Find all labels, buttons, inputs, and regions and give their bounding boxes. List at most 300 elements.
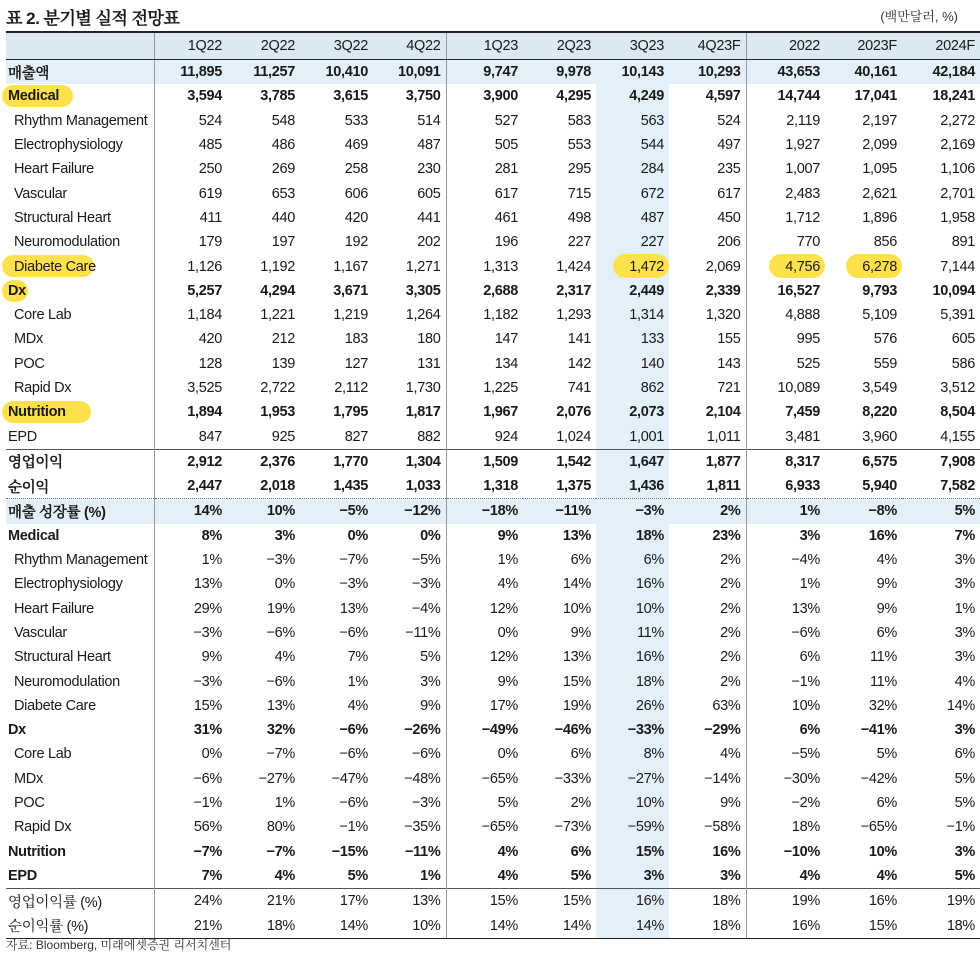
table-cell: 1,314 — [596, 303, 669, 327]
table-cell: 15% — [562, 673, 591, 690]
table-cell: 5% — [954, 795, 975, 812]
table-cell: 4% — [954, 673, 975, 690]
table-cell: 18% — [669, 913, 746, 938]
table-cell: −15% — [331, 843, 368, 860]
table-cell: 128 — [154, 352, 227, 376]
table-cell: 8,504 — [940, 404, 975, 421]
table-cell: 8% — [596, 742, 669, 766]
table-cell: 202 — [417, 234, 441, 251]
table-cell: 1,221 — [260, 307, 295, 324]
table-cell: 9% — [876, 576, 897, 593]
table-cell: 3% — [954, 624, 975, 641]
table-cell: 1,811 — [706, 478, 741, 495]
table-cell: −6% — [339, 722, 368, 739]
table-cell: −1% — [339, 819, 368, 836]
table-cell: 548 — [271, 112, 295, 129]
table-cell: 586 — [951, 355, 975, 372]
table-cell: 9% — [720, 795, 741, 812]
table-row — [6, 84, 980, 108]
table-cell: 258 — [344, 161, 368, 178]
table-cell: 4% — [876, 867, 897, 884]
row-label: Diabete Care — [14, 697, 96, 714]
table-cell: 672 — [596, 181, 669, 205]
table-cell: 1,509 — [446, 449, 523, 474]
table-cell: 1,264 — [405, 307, 441, 324]
table-cell: 1,106 — [940, 161, 975, 178]
table-cell: 9% — [446, 669, 523, 693]
column-header: 2Q22 — [227, 32, 300, 60]
table-cell: 617 — [446, 181, 523, 205]
table-cell: −4% — [411, 600, 441, 617]
table-cell: 0% — [446, 742, 523, 766]
table-cell: 6% — [876, 624, 897, 641]
table-cell: 11% — [869, 649, 897, 666]
table-cell: 14% — [446, 913, 523, 938]
table-title: 표 2. 분기별 실적 전망표 — [6, 9, 180, 28]
table-cell: 2,449 — [596, 279, 669, 303]
table-row — [6, 548, 980, 572]
table-cell: 1,896 — [862, 209, 897, 226]
table-cell: 4,888 — [746, 303, 825, 327]
table-cell: 13% — [746, 597, 825, 621]
table-cell: 847 — [154, 424, 227, 449]
table-row — [6, 742, 980, 766]
table-cell: 2,722 — [260, 380, 295, 396]
table-container — [6, 31, 975, 939]
table-cell: 16% — [596, 889, 669, 914]
table-cell: 143 — [717, 355, 741, 372]
table-cell: 9% — [570, 624, 591, 641]
table-cell: 15% — [154, 694, 227, 718]
table-cell: 2,197 — [862, 112, 897, 129]
row-label: 매출액 — [6, 60, 154, 85]
table-cell: 505 — [446, 133, 523, 157]
table-cell: 3,785 — [260, 88, 295, 105]
table-row — [6, 864, 980, 889]
row-label: Core Lab — [14, 307, 72, 324]
table-cell: 14% — [154, 499, 227, 524]
table-cell: 7% — [954, 527, 975, 544]
table-cell: 4% — [274, 867, 295, 884]
table-row — [6, 352, 980, 376]
table-cell: 1,271 — [405, 258, 441, 275]
table-cell: 10% — [868, 843, 897, 860]
table-cell: 7,908 — [902, 449, 980, 474]
table-cell: −3% — [411, 576, 441, 593]
table-cell: −42% — [860, 770, 897, 787]
table-cell: −3% — [411, 795, 441, 812]
table-cell: 7% — [154, 864, 227, 889]
table-cell: 32% — [266, 722, 295, 739]
table-cell: 0% — [274, 576, 295, 593]
table-cell: 3,900 — [446, 84, 523, 108]
table-cell: −47% — [331, 770, 368, 787]
table-cell: 2,104 — [705, 404, 741, 421]
table-cell: 14,744 — [746, 84, 825, 108]
table-cell: −12% — [373, 499, 446, 524]
column-header: 2Q23 — [523, 32, 596, 60]
table-cell: 441 — [417, 209, 441, 226]
table-row — [6, 815, 980, 839]
table-cell: 1,542 — [523, 449, 596, 474]
table-cell: 18% — [596, 524, 669, 548]
table-cell: 2,483 — [746, 181, 825, 205]
table-cell: −59% — [596, 815, 669, 839]
table-cell: 10,091 — [373, 60, 446, 85]
table-cell: 420 — [154, 327, 227, 351]
table-cell: 5% — [954, 770, 975, 787]
table-cell: 497 — [717, 137, 741, 154]
table-cell: 721 — [717, 380, 741, 396]
table-cell: −6% — [154, 767, 227, 791]
table-cell: 6% — [570, 552, 591, 569]
table-row — [6, 499, 980, 524]
table-cell: 4% — [876, 552, 897, 569]
table-cell: 26% — [596, 694, 669, 718]
table-cell: −3% — [154, 669, 227, 693]
table-cell: 183 — [344, 331, 368, 348]
table-cell: 3% — [746, 524, 825, 548]
row-label: Rapid Dx — [14, 819, 72, 836]
table-cell: 559 — [873, 355, 897, 372]
table-cell: 2% — [720, 552, 741, 569]
table-cell: 10,410 — [300, 60, 373, 85]
table-cell: 514 — [417, 112, 441, 129]
table-cell: 2,339 — [705, 282, 741, 299]
row-label: Rhythm Management — [14, 112, 148, 129]
table-cell: −8% — [825, 499, 902, 524]
table-cell: 10% — [373, 913, 446, 938]
row-label: Core Lab — [14, 746, 72, 763]
table-cell: 3,594 — [154, 84, 227, 108]
table-cell: 5% — [420, 649, 441, 666]
table-cell: −11% — [523, 499, 596, 524]
table-cell: 19% — [562, 697, 591, 714]
table-cell: 23% — [712, 527, 741, 544]
table-row — [6, 840, 980, 864]
row-label: Rapid Dx — [14, 380, 72, 396]
table-cell: 227 — [596, 230, 669, 254]
column-header: 4Q23F — [669, 32, 746, 60]
table-cell: 180 — [417, 331, 441, 348]
table-cell: 3,305 — [405, 282, 441, 299]
table-cell: 4,295 — [556, 88, 591, 105]
table-cell: 856 — [873, 234, 897, 251]
table-cell: 1,770 — [300, 449, 373, 474]
table-cell: 133 — [596, 327, 669, 351]
table-cell: 15% — [523, 889, 596, 914]
table-row — [6, 303, 980, 327]
column-header: 1Q23 — [446, 32, 523, 60]
column-header: 2024F — [902, 32, 980, 60]
table-cell: 5% — [902, 499, 980, 524]
table-cell: 6% — [876, 795, 897, 812]
row-label: Heart Failure — [14, 600, 94, 617]
table-cell: 9,793 — [862, 282, 897, 299]
table-cell: 2,376 — [227, 449, 300, 474]
table-cell: 1,304 — [373, 449, 446, 474]
table-cell: 235 — [717, 161, 741, 178]
table-body — [6, 60, 980, 939]
table-cell: −6% — [746, 621, 825, 645]
table-cell: −26% — [404, 722, 441, 739]
table-cell: 3,525 — [154, 376, 227, 400]
table-cell: −7% — [266, 746, 295, 763]
table-cell: 227 — [567, 234, 591, 251]
table-cell: 563 — [596, 109, 669, 133]
table-cell: 882 — [417, 428, 441, 445]
table-cell: −73% — [554, 819, 591, 836]
table-cell: 141 — [567, 331, 591, 348]
table-row — [6, 449, 980, 474]
row-label: MDx — [14, 770, 43, 787]
table-cell: −29% — [704, 722, 741, 739]
table-cell: 40,161 — [825, 60, 902, 85]
table-cell: 1,894 — [154, 400, 227, 424]
table-cell: 18% — [227, 913, 300, 938]
table-cell: 1,001 — [596, 424, 669, 449]
table-cell: 498 — [567, 209, 591, 226]
table-cell: 18% — [596, 669, 669, 693]
table-cell: 1,219 — [333, 307, 368, 324]
table-cell: −33% — [554, 770, 591, 787]
table-cell: 14% — [596, 913, 669, 938]
table-cell: 7,582 — [940, 478, 975, 495]
table-cell: −6% — [339, 746, 368, 763]
row-label: Dx — [8, 722, 26, 739]
table-cell: 6,933 — [746, 474, 825, 499]
table-cell: −30% — [746, 767, 825, 791]
table-row — [6, 791, 980, 815]
table-cell: 4% — [446, 864, 523, 889]
table-cell: 440 — [271, 209, 295, 226]
table-cell: 827 — [344, 428, 368, 445]
table-cell: 3,615 — [333, 88, 368, 105]
table-cell: 5% — [347, 867, 368, 884]
table-cell: 32% — [868, 697, 897, 714]
row-label: Structural Heart — [14, 649, 111, 666]
table-row — [6, 279, 980, 303]
table-cell: 2,018 — [260, 478, 295, 495]
table-cell: 1,184 — [154, 303, 227, 327]
table-cell: 1,313 — [446, 254, 523, 278]
table-cell: 80% — [266, 819, 295, 836]
table-cell: 155 — [717, 331, 741, 348]
row-label: Electrophysiology — [14, 137, 123, 154]
table-cell: 6% — [596, 548, 669, 572]
table-cell: 15% — [596, 840, 669, 864]
table-cell: 606 — [344, 185, 368, 202]
table-cell: 3,960 — [862, 428, 897, 445]
table-cell: −65% — [446, 767, 523, 791]
table-cell: 29% — [154, 597, 227, 621]
table-cell: 605 — [951, 331, 975, 348]
table-cell: 3% — [954, 552, 975, 569]
table-cell: 1,953 — [260, 404, 295, 421]
table-cell: 1,712 — [746, 206, 825, 230]
table-cell: 5% — [954, 867, 975, 884]
table-cell: 2,272 — [940, 112, 975, 129]
row-label: MDx — [14, 331, 43, 348]
table-cell: −1% — [154, 791, 227, 815]
table-cell: 11% — [596, 621, 669, 645]
table-cell: 1,024 — [556, 428, 591, 445]
table-cell: 411 — [154, 206, 227, 230]
table-cell: 2,912 — [154, 449, 227, 474]
table-row — [6, 694, 980, 718]
table-cell: 17,041 — [854, 88, 897, 105]
table-cell: 284 — [596, 157, 669, 181]
table-row — [6, 254, 980, 278]
table-cell: −6% — [339, 624, 368, 641]
table-cell: 1,293 — [556, 307, 591, 324]
table-cell: 13% — [373, 889, 446, 914]
table-row — [6, 597, 980, 621]
table-cell: −2% — [746, 791, 825, 815]
table-cell: −11% — [405, 843, 441, 860]
table-cell: −65% — [446, 815, 523, 839]
table-cell: 1,011 — [706, 428, 741, 445]
table-cell: 12% — [446, 645, 523, 669]
column-header: 3Q22 — [300, 32, 373, 60]
table-cell: 1,730 — [405, 380, 441, 396]
table-cell: 11,257 — [227, 60, 300, 85]
table-cell: −33% — [596, 718, 669, 742]
table-cell: 19% — [902, 889, 980, 914]
table-cell: 18% — [746, 815, 825, 839]
table-cell: 0% — [347, 527, 368, 544]
table-cell: 1,647 — [596, 449, 669, 474]
table-row — [6, 157, 980, 181]
table-cell: 9,747 — [446, 60, 523, 85]
table-cell: 6% — [570, 746, 591, 763]
table-cell: 4% — [347, 697, 368, 714]
table-cell: 1,375 — [556, 478, 591, 495]
table-cell: 31% — [154, 718, 227, 742]
table-row — [6, 645, 980, 669]
table-cell: −10% — [746, 840, 825, 864]
table-cell: 6% — [954, 746, 975, 763]
table-cell: −11% — [405, 624, 441, 641]
table-cell: 2,688 — [446, 279, 523, 303]
table-cell: 1,007 — [746, 157, 825, 181]
table-cell: 206 — [717, 234, 741, 251]
table-cell: 1,095 — [862, 161, 897, 178]
table-cell: 3,549 — [862, 380, 897, 396]
table-cell: 14% — [562, 576, 591, 593]
table-cell: 4,155 — [940, 428, 975, 445]
table-row — [6, 474, 980, 499]
row-label: Neuromodulation — [14, 673, 120, 690]
table-cell: 4,597 — [705, 88, 741, 105]
table-cell: 524 — [154, 109, 227, 133]
table-cell: 6% — [746, 718, 825, 742]
table-cell: 21% — [227, 889, 300, 914]
table-cell: 1,436 — [596, 474, 669, 499]
table-cell: 42,184 — [902, 60, 980, 85]
table-cell: 8,220 — [862, 404, 897, 421]
table-cell: 1,795 — [333, 404, 368, 421]
table-cell: −3% — [596, 499, 669, 524]
table-cell: 461 — [446, 206, 523, 230]
table-cell: 4% — [746, 864, 825, 889]
table-cell: −58% — [704, 819, 741, 836]
table-cell: 196 — [446, 230, 523, 254]
table-row — [6, 913, 980, 938]
table-cell: 197 — [271, 234, 295, 251]
table-cell: 9% — [154, 645, 227, 669]
table-cell: 2,317 — [556, 282, 591, 299]
table-cell: 6,278 — [825, 254, 902, 278]
table-cell: 4,756 — [746, 254, 825, 278]
table-cell: 1,424 — [556, 258, 591, 275]
header-row — [6, 32, 980, 60]
table-cell: 3% — [954, 576, 975, 593]
table-cell: 5,391 — [940, 307, 975, 324]
table-cell: 1,182 — [446, 303, 523, 327]
table-cell: 862 — [596, 376, 669, 400]
table-row — [6, 572, 980, 596]
table-cell: 14% — [300, 913, 373, 938]
table-cell: 2% — [720, 673, 741, 690]
table-row — [6, 621, 980, 645]
table-cell: 5,109 — [862, 307, 897, 324]
table-cell: 1% — [954, 600, 975, 617]
table-cell: −3% — [339, 576, 368, 593]
row-label: Medical — [8, 527, 60, 544]
row-label: Vascular — [14, 185, 67, 202]
table-cell: 533 — [344, 112, 368, 129]
table-cell: 140 — [596, 352, 669, 376]
row-label: 순이익률 (%) — [6, 913, 154, 938]
table-cell: 10,293 — [669, 60, 746, 85]
table-cell: 131 — [417, 355, 441, 372]
row-label: Electrophysiology — [14, 576, 123, 593]
table-cell: 6,575 — [825, 449, 902, 474]
table-cell: −27% — [258, 770, 295, 787]
table-cell: 134 — [446, 352, 523, 376]
table-cell: 0% — [420, 527, 441, 544]
table-cell: 525 — [746, 352, 825, 376]
table-cell: 230 — [417, 161, 441, 178]
table-cell: 17% — [300, 889, 373, 914]
table-cell: −6% — [411, 746, 441, 763]
table-cell: 17% — [446, 694, 523, 718]
table-cell: 2,076 — [556, 404, 591, 421]
table-row — [6, 524, 980, 548]
table-cell: 2,099 — [862, 137, 897, 154]
table-cell: 21% — [154, 913, 227, 938]
table-row — [6, 60, 980, 85]
table-cell: 5% — [570, 867, 591, 884]
table-cell: 1% — [446, 548, 523, 572]
table-cell: 891 — [951, 234, 975, 251]
table-row — [6, 889, 980, 914]
table-cell: 1% — [746, 499, 825, 524]
table-cell: 10% — [596, 597, 669, 621]
table-cell: 3% — [954, 843, 975, 860]
table-cell: 770 — [746, 230, 825, 254]
table-cell: 2,119 — [746, 109, 825, 133]
table-cell: 10% — [746, 694, 825, 718]
table-cell: 18% — [669, 889, 746, 914]
table-cell: 544 — [596, 133, 669, 157]
row-label: 순이익 — [8, 479, 50, 496]
table-cell: 4% — [446, 840, 523, 864]
table-cell: 1,167 — [333, 258, 368, 275]
row-label: Neuromodulation — [14, 234, 120, 251]
table-cell: 56% — [154, 815, 227, 839]
